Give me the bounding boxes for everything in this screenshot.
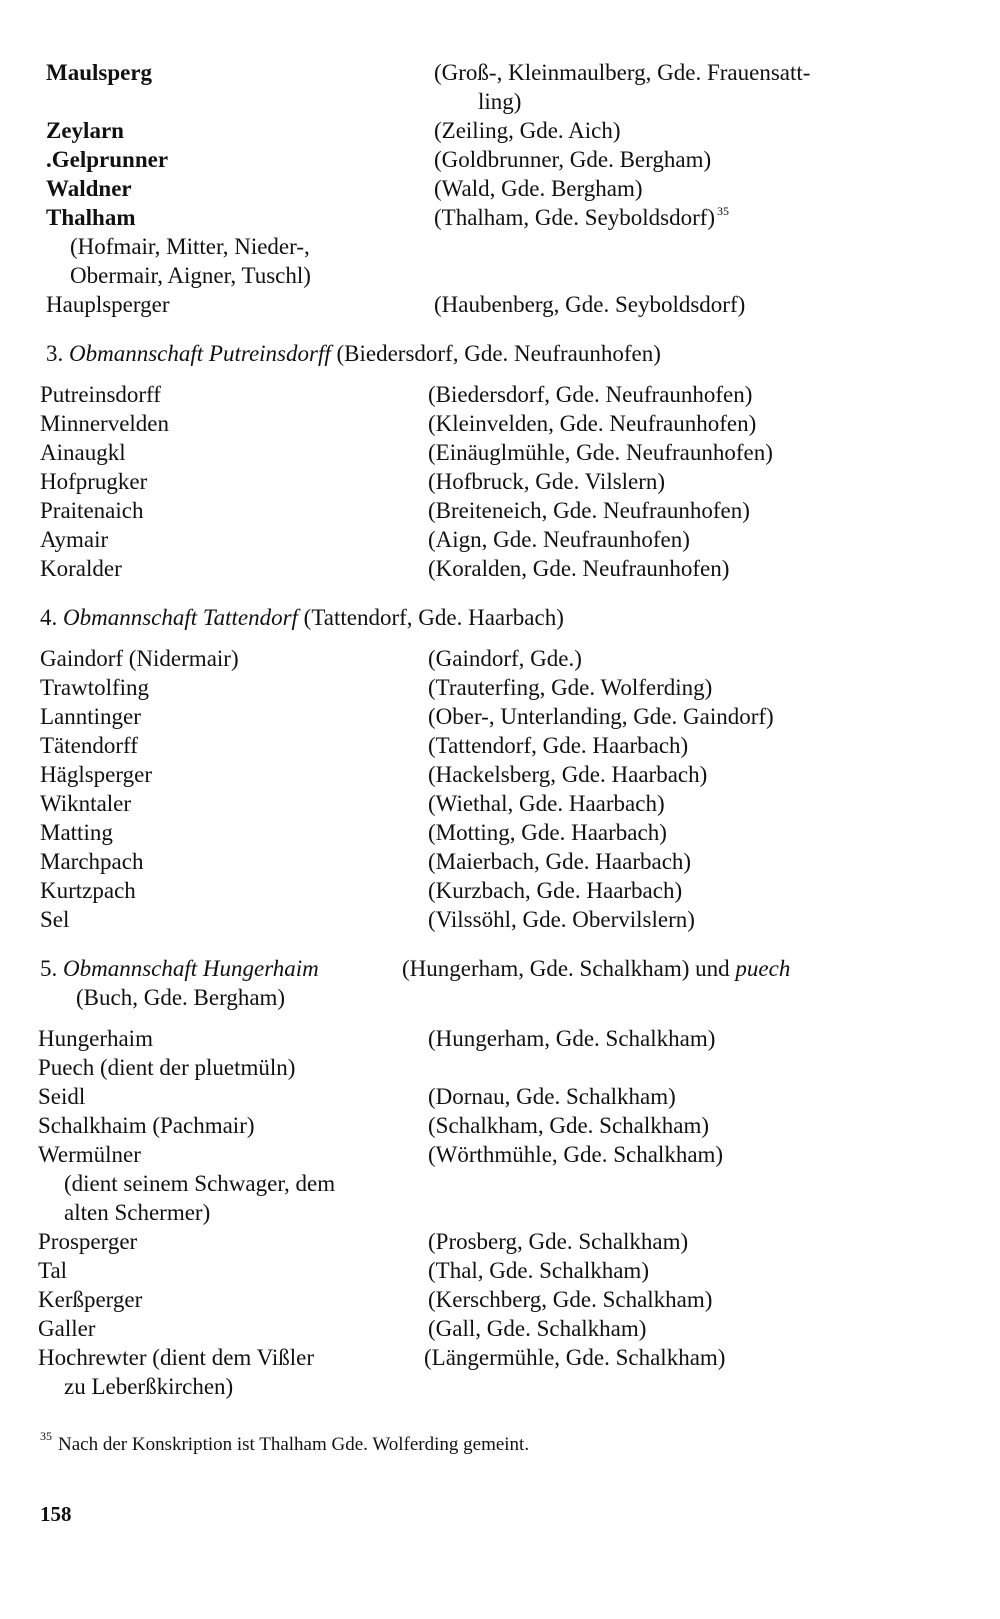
entry-name: Matting	[40, 820, 113, 845]
entry-name: Wikntaler	[40, 791, 132, 816]
entry-place-continuation: ling)	[478, 89, 522, 114]
list-item	[0, 496, 1000, 526]
section-title: Obmannschaft Putreinsdorff	[69, 341, 331, 366]
list-item	[0, 290, 1000, 320]
list-item	[0, 525, 1000, 555]
entry-name: Hofprugker	[40, 469, 148, 494]
footnote-reference: 35	[717, 204, 730, 218]
entry-name: Waldner	[46, 176, 132, 201]
list-item	[0, 644, 1000, 674]
section-number: 3.	[46, 341, 64, 366]
entry-name: Aymair	[40, 527, 109, 552]
list-item	[0, 847, 1000, 877]
page-number: 158	[40, 1502, 72, 1526]
list-item	[0, 1285, 1000, 1315]
entry-place: (Thal, Gde. Schalkham)	[428, 1258, 649, 1283]
list-item	[0, 145, 1000, 175]
section-title: Obmannschaft Tattendorf	[63, 605, 298, 630]
entry-name: Lanntinger	[40, 704, 141, 729]
list-item	[0, 1140, 1000, 1170]
entry-name: Kurtzpach	[40, 878, 136, 903]
list-item-subline	[0, 1372, 1000, 1402]
list-item	[0, 438, 1000, 468]
list-item	[0, 905, 1000, 935]
entry-name: Häglsperger	[40, 762, 152, 787]
list-item	[0, 731, 1000, 761]
entry-place: (Gaindorf, Gde.)	[428, 646, 582, 671]
entry-place: (Motting, Gde. Haarbach)	[428, 820, 667, 845]
list-item	[0, 1343, 1000, 1373]
entry-name: Marchpach	[40, 849, 144, 874]
list-item	[0, 409, 1000, 439]
entry-name: Praitenaich	[40, 498, 144, 523]
list-item	[0, 702, 1000, 732]
list-item	[0, 380, 1000, 410]
entry-place: (Hackelsberg, Gde. Haarbach)	[428, 762, 708, 787]
entry-place: (Haubenberg, Gde. Seyboldsdorf)	[434, 292, 746, 317]
entry-subline: Obermair, Aigner, Tuschl)	[70, 263, 311, 288]
entry-place: (Längermühle, Gde. Schalkham)	[424, 1345, 726, 1370]
list-item-subline	[0, 1169, 1000, 1199]
entry-name: Maulsperg	[46, 60, 153, 85]
entry-place: (Einäuglmühle, Gde. Neufraunhofen)	[428, 440, 773, 465]
entry-place: (Prosberg, Gde. Schalkham)	[428, 1229, 689, 1254]
list-item	[0, 673, 1000, 703]
page-number-row	[0, 1499, 1000, 1529]
list-item	[0, 1111, 1000, 1141]
entry-subline: alten Schermer)	[64, 1200, 211, 1225]
entry-name: Ainaugkl	[40, 440, 126, 465]
list-item	[0, 1024, 1000, 1054]
entry-place-text: (Thalham, Gde. Seyboldsdorf)	[434, 205, 716, 230]
list-item-subline	[0, 232, 1000, 262]
entry-place: (Hofbruck, Gde. Vilslern)	[428, 469, 666, 494]
entry-name: Seidl	[38, 1084, 86, 1109]
entry-place: (Wörthmühle, Gde. Schalkham)	[428, 1142, 724, 1167]
entry-place: (Gall, Gde. Schalkham)	[428, 1316, 647, 1341]
entry-name: Putreinsdorff	[40, 382, 161, 407]
entry-place: (Aign, Gde. Neufraunhofen)	[428, 527, 690, 552]
entry-place: (Biedersdorf, Gde. Neufraunhofen)	[428, 382, 753, 407]
section-heading	[0, 603, 1000, 633]
entry-place: (Ober-, Unterlanding, Gde. Gaindorf)	[428, 704, 774, 729]
list-item	[0, 789, 1000, 819]
entry-name: Galler	[38, 1316, 96, 1341]
entry-name: Trawtolfing	[40, 675, 150, 700]
section-title: Obmannschaft Hungerhaim	[63, 956, 319, 981]
entry-name: Thalham	[46, 205, 136, 230]
section-heading	[0, 954, 1000, 984]
section-heading-continuation	[0, 983, 1000, 1013]
entry-place: (Breiteneich, Gde. Neufraunhofen)	[428, 498, 750, 523]
list-item	[0, 1082, 1000, 1112]
list-item	[0, 467, 1000, 497]
entry-name: Hungerhaim	[38, 1026, 153, 1051]
entry-name: Kerßperger	[38, 1287, 143, 1312]
list-item	[0, 818, 1000, 848]
entry-place: (Kerschberg, Gde. Schalkham)	[428, 1287, 713, 1312]
section-heading	[0, 339, 1000, 369]
entry-name: Gaindorf (Nidermair)	[40, 646, 239, 671]
footnote-text: Nach der Konskription ist Thalham Gde. Wolferding gemeint.	[58, 1434, 530, 1455]
entry-name: Tal	[38, 1258, 68, 1283]
entry-place: (Tattendorf, Gde. Haarbach)	[428, 733, 689, 758]
entry-place: (Dornau, Gde. Schalkham)	[428, 1084, 676, 1109]
footnote	[0, 1430, 1000, 1460]
entry-subline: zu Leberßkirchen)	[64, 1374, 234, 1399]
entry-subline: (dient seinem Schwager, dem	[64, 1171, 336, 1196]
list-item	[0, 116, 1000, 146]
section-title-place: (Tattendorf, Gde. Haarbach)	[303, 605, 564, 630]
entry-place: (Wald, Gde. Bergham)	[434, 176, 643, 201]
entry-place: (Kurzbach, Gde. Haarbach)	[428, 878, 683, 903]
list-item	[0, 58, 1000, 88]
entry-place: (Goldbrunner, Gde. Bergham)	[434, 147, 712, 172]
section-title-continuation: (Buch, Gde. Bergham)	[76, 985, 286, 1010]
list-item	[0, 1256, 1000, 1286]
entry-place: (Maierbach, Gde. Haarbach)	[428, 849, 692, 874]
entry-place: (Kleinvelden, Gde. Neufraunhofen)	[428, 411, 757, 436]
entry-name: Zeylarn	[46, 118, 124, 143]
list-item	[0, 876, 1000, 906]
list-item	[0, 1053, 1000, 1083]
entry-place: (Hungerham, Gde. Schalkham)	[428, 1026, 716, 1051]
list-item	[0, 174, 1000, 204]
entry-place: (Zeiling, Gde. Aich)	[434, 118, 621, 143]
entry-name: Schalkhaim (Pachmair)	[38, 1113, 255, 1138]
section-title-place: (Biedersdorf, Gde. Neufraunhofen)	[336, 341, 661, 366]
entry-name: Wermülner	[38, 1142, 141, 1167]
entry-name: Koralder	[40, 556, 122, 581]
section-number: 4.	[40, 605, 58, 630]
entry-name: Hochrewter (dient dem Vißler	[38, 1345, 315, 1370]
entry-place: (Schalkham, Gde. Schalkham)	[428, 1113, 710, 1138]
list-item-subline	[0, 1198, 1000, 1228]
entry-place: (Vilssöhl, Gde. Obervilslern)	[428, 907, 695, 932]
list-item	[0, 1314, 1000, 1344]
entry-place: (Koralden, Gde. Neufraunhofen)	[428, 556, 730, 581]
list-item	[0, 1227, 1000, 1257]
entry-subline: (Hofmair, Mitter, Nieder-,	[70, 234, 310, 259]
list-item-subline	[0, 261, 1000, 291]
entry-name: .Gelprunner	[46, 147, 169, 172]
section-title-extra: puech	[735, 956, 791, 981]
list-item-continuation	[0, 87, 1000, 117]
entry-name: Hauplsperger	[46, 292, 170, 317]
entry-place: (Groß-, Kleinmaulberg, Gde. Frauensatt-	[434, 60, 811, 85]
entry-name: Puech (dient der pluetmüln)	[38, 1055, 296, 1080]
entry-name: Minnervelden	[40, 411, 170, 436]
list-item	[0, 203, 1000, 233]
footnote-mark: 35	[40, 1429, 52, 1443]
section-number: 5.	[40, 956, 58, 981]
section-title-place: (Hungerham, Gde. Schalkham) und	[402, 956, 730, 981]
entry-name: Prosperger	[38, 1229, 138, 1254]
entry-place: (Wiethal, Gde. Haarbach)	[428, 791, 665, 816]
entry-name: Tätendorff	[40, 733, 138, 758]
entry-name: Sel	[40, 907, 70, 932]
list-item	[0, 760, 1000, 790]
entry-place: (Trauterfing, Gde. Wolferding)	[428, 675, 713, 700]
list-item	[0, 554, 1000, 584]
